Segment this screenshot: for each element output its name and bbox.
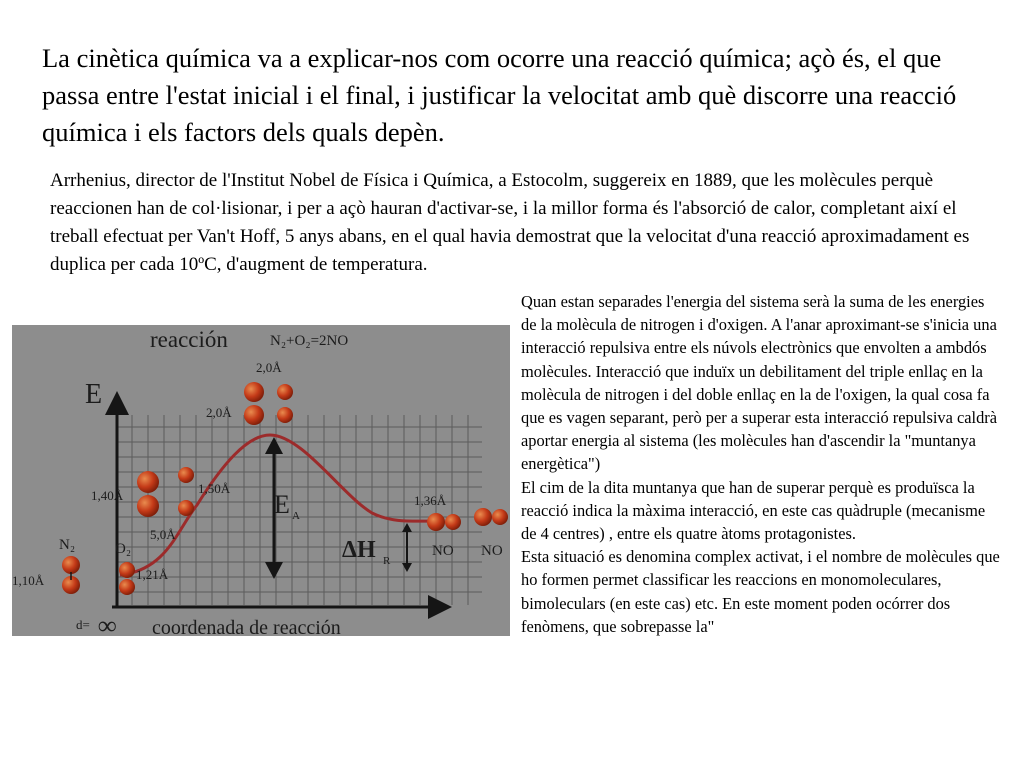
y-axis-label: E — [85, 379, 103, 410]
bond-length-o2: 1,21Å — [136, 567, 169, 582]
bond-length-stage3-top: 2,0Å — [256, 360, 282, 375]
species-o2: O₂ — [115, 541, 132, 557]
species-n2: N₂ — [59, 537, 76, 553]
bond-length-n2: 1,10Å — [12, 573, 45, 588]
side-explanation — [521, 290, 1003, 638]
bond-length-stage2-n: 1,40Å — [91, 488, 124, 503]
reaction-energy-diagram — [12, 325, 510, 636]
stage2-atom-3 — [178, 467, 194, 483]
stage3-atom-4 — [277, 407, 293, 423]
bond-length-stage2-separation: 5,0Å — [150, 527, 176, 542]
stage3-atom-3 — [277, 384, 293, 400]
activation-energy-subscript: A — [292, 510, 300, 522]
bond-length-no: 1,36Å — [414, 493, 447, 508]
enthalpy-subscript: R — [383, 555, 391, 567]
no1-atom-left — [427, 513, 445, 531]
o2-atom-top — [119, 562, 135, 578]
o2-atom-bottom — [119, 579, 135, 595]
stage3-atom-1 — [244, 382, 264, 402]
bond-length-stage2-o: 1,50Å — [198, 481, 231, 496]
enthalpy-label: ΔH — [342, 537, 376, 563]
species-no-2: NO — [481, 543, 503, 559]
stage2-atom-1 — [137, 471, 159, 493]
side-paragraph-2: El cim de la dita muntanya que han de superar perquè es produïsca la reacció indica la màxima interacció, en este cas quàdruple (mecanisme de 4 centres) , entre els quatre àtoms protagonistes. — [521, 477, 986, 544]
reaction-equation: N₂+O₂=2NO — [270, 333, 349, 349]
species-no-1: NO — [432, 543, 454, 559]
distance-infinity: ∞ — [98, 611, 117, 636]
activation-energy-label: E — [274, 490, 290, 519]
side-paragraph-1: Quan estan separades l'energia del sistema serà la suma de les energies de la molècula de nitrogen i d'oxigen. A l'anar aproximant-se s'inicia una interacció repulsiva entre els núvols electrònics que envolten a ambdós molècules. Interacció que induïx un debilitament del triple enllaç en la molècula de nitrogen i del doble enllaç en la de l'oxigen, la qual cosa fa que es vagen separant, però per a superar esta interacció repulsiva caldrà aportar energia al sistema (les molècules han d'ascendir la "muntanya energètica") — [521, 292, 998, 474]
no1-atom-right — [445, 514, 461, 530]
bond-length-stage3-left: 2,0Å — [206, 405, 232, 420]
no2-atom-left — [474, 508, 492, 526]
arrhenius-paragraph: Arrhenius, director de l'Institut Nobel de Física i Química, a Estocolm, suggereix en 1889, que les molècules perquè reaccionen han de col·lisionar, i per a açò hauran d'activar-se, i la millor forma és l'absorció de calor, completant així el treball efectuat per Van't Hoff, 5 anys abans, en el qual havia demostrat que la velocitat d'una reacció aproximadament es duplica per cada 10ºC, d'augment de temperatura. — [50, 170, 970, 275]
stage2-atom-2 — [137, 495, 159, 517]
side-paragraph-3: Esta situació es denomina complex activat, i el nombre de molècules que ho formen permet classificar les reaccions en monomoleculares, bimoleculars (en este cas) etc. En este moment poden ocórrer dos fenòmens, que sobrepasse la" — [521, 547, 1000, 636]
stage3-atom-2 — [244, 405, 264, 425]
diagram-title: reacción — [150, 327, 228, 352]
stage2-atom-4 — [178, 500, 194, 516]
x-axis-label: coordenada de reacción — [152, 617, 341, 636]
n2-atom-top — [62, 556, 80, 574]
distance-prefix: d= — [76, 617, 90, 632]
no2-atom-right — [492, 509, 508, 525]
page-title: La cinètica química va a explicar-nos com ocorre una reacció química; açò és, el que passa entre l'estat inicial i el final, i justificar la velocitat amb què discorre una reacció química i els factors dels quals depèn. — [42, 43, 957, 147]
